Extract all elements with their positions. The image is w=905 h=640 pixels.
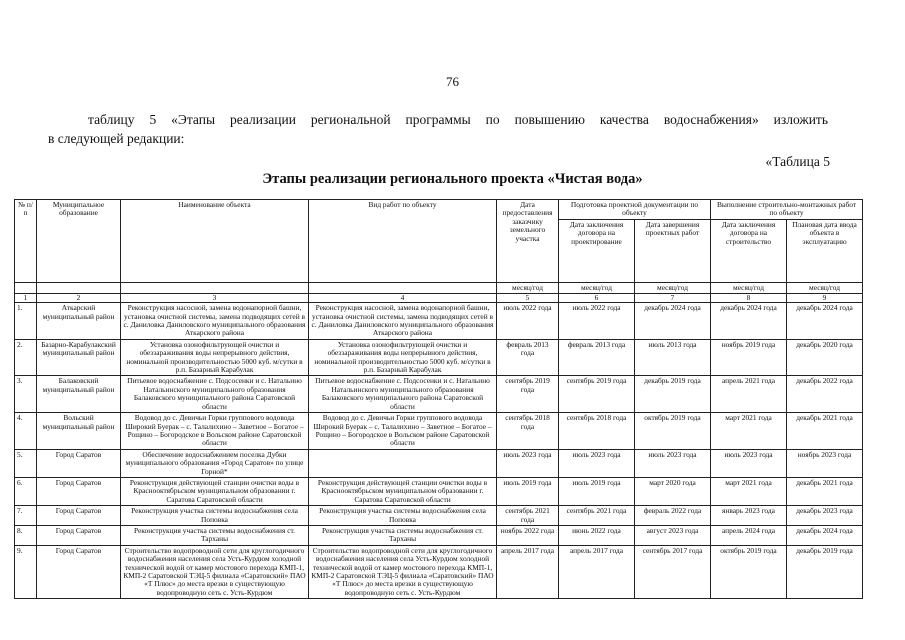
row-number: 1. [15, 303, 37, 340]
municipality-cell: Базарно-Карабулакский муниципальный район [37, 339, 121, 376]
unit-label: месяц/год [559, 282, 635, 293]
row-number: 6. [15, 477, 37, 505]
unit-label: месяц/год [787, 282, 863, 293]
table-row [15, 376, 863, 413]
unit-label: месяц/год [635, 282, 711, 293]
design-done-cell: декабрь 2019 года [635, 376, 711, 413]
design-contract-cell: июнь 2022 года [559, 525, 635, 545]
header-build-done: Плановая дата ввода объекта в эксплуатацию [787, 219, 863, 282]
design-contract-cell: сентябрь 2018 года [559, 413, 635, 450]
design-contract-cell: сентябрь 2019 года [559, 376, 635, 413]
build-done-cell: декабрь 2021 года [787, 413, 863, 450]
municipality-cell: Балаковский муниципальный район [37, 376, 121, 413]
intro-line-2: в следующей редакции: [48, 131, 185, 146]
intro-paragraph [48, 110, 828, 148]
object-cell: Реконструкция участка системы водоснабжения ст. Тарханы [121, 525, 309, 545]
design-done-cell: август 2023 года [635, 525, 711, 545]
land-date-cell: сентябрь 2021 года [497, 506, 559, 526]
row-number: 3. [15, 376, 37, 413]
work-cell: Установка озонофильтрующей очистки и обеззараживания воды непрерывного действия, номинальной производительностью 5000 куб. м/сутки в р.п. Базарный Карабулак [309, 339, 497, 376]
column-number: 8 [711, 294, 787, 303]
build-done-cell: декабрь 2022 года [787, 376, 863, 413]
design-contract-cell: июль 2022 года [559, 303, 635, 340]
land-date-cell: июль 2022 года [497, 303, 559, 340]
build-done-cell: ноябрь 2023 года [787, 449, 863, 477]
table-row [15, 413, 863, 450]
land-date-cell: сентябрь 2018 года [497, 413, 559, 450]
table-row [15, 477, 863, 505]
build-done-cell: декабрь 2024 года [787, 303, 863, 340]
build-done-cell: декабрь 2020 года [787, 339, 863, 376]
header-design-done: Дата завершения проектных работ [635, 219, 711, 282]
work-cell: Реконструкция насосной, замена водонапорной башни, установка очистной системы, замена подводящих сетей в с. Даниловка Даниловского муниципального образования Аткарского района [309, 303, 497, 340]
build-contract-cell: январь 2023 года [711, 506, 787, 526]
land-date-cell: июль 2019 года [497, 477, 559, 505]
header-design-group: Подготовка проектной документации по объекту [559, 200, 711, 220]
municipality-cell: Город Саратов [37, 477, 121, 505]
design-done-cell: июль 2023 года [635, 449, 711, 477]
unit-label: месяц/год [711, 282, 787, 293]
header-land-date: Дата предоставления заказчику земельного участка [497, 200, 559, 283]
object-cell: Установка озонофильтрующей очистки и обеззараживания воды непрерывного действия, номинальной производительностью 5000 куб. м/сутки в р.п. Базарный Карабулак [121, 339, 309, 376]
design-done-cell: сентябрь 2017 года [635, 545, 711, 598]
design-done-cell: декабрь 2024 года [635, 303, 711, 340]
municipality-cell: Аткарский муниципальный район [37, 303, 121, 340]
object-cell: Водовод до с. Девичьи Горки группового водовода Широкий Буерак – с. Талалихино – Заветное – Богатое – Рощино – Богородское в Вольском районе Саратовской области [121, 413, 309, 450]
build-done-cell: декабрь 2019 года [787, 545, 863, 598]
design-done-cell: июль 2013 года [635, 339, 711, 376]
header-object: Наименование объекта [121, 200, 309, 283]
build-done-cell: декабрь 2023 года [787, 506, 863, 526]
column-number: 5 [497, 294, 559, 303]
municipality-cell: Город Саратов [37, 506, 121, 526]
column-number: 1 [15, 294, 37, 303]
build-contract-cell: июль 2023 года [711, 449, 787, 477]
design-contract-cell: февраль 2013 года [559, 339, 635, 376]
build-contract-cell: ноябрь 2019 года [711, 339, 787, 376]
table-row [15, 545, 863, 598]
land-date-cell: ноябрь 2022 года [497, 525, 559, 545]
municipality-cell: Город Саратов [37, 525, 121, 545]
build-contract-cell: апрель 2024 года [711, 525, 787, 545]
header-build-group: Выполнение строительно-монтажных работ по объекту [711, 200, 863, 220]
header-design-contract: Дата заключения договора на проектирование [559, 219, 635, 282]
design-done-cell: март 2020 года [635, 477, 711, 505]
intro-line-1: таблицу 5 «Этапы реализации региональной программы по повышению качества водоснабжения» изложить [88, 112, 828, 127]
design-contract-cell: сентябрь 2021 года [559, 506, 635, 526]
work-cell: Реконструкция участка системы водоснабжения ст. Тарханы [309, 525, 497, 545]
table-caption: «Таблица 5 [765, 154, 830, 169]
municipality-cell: Вольский муниципальный район [37, 413, 121, 450]
build-contract-cell: март 2021 года [711, 413, 787, 450]
column-number: 6 [559, 294, 635, 303]
object-cell: Питьевое водоснабжение с. Подсосенки и с. Натальино Натальинского муниципального образования Балаковского муниципального района Саратовской области [121, 376, 309, 413]
work-cell: Реконструкция действующей станции очистки воды в Краснооктябрьском муниципальном образовании г. Саратова Саратовской области [309, 477, 497, 505]
table-row [15, 339, 863, 376]
header-work: Вид работ по объекту [309, 200, 497, 283]
object-cell: Реконструкция действующей станции очистки воды в Краснооктябрьском муниципальном образовании г. Саратова Саратовской области [121, 477, 309, 505]
row-number: 9. [15, 545, 37, 598]
land-date-cell: апрель 2017 года [497, 545, 559, 598]
header-build-contract: Дата заключения договора на строительство [711, 219, 787, 282]
build-contract-cell: март 2021 года [711, 477, 787, 505]
header-num: № п/п [15, 200, 37, 283]
work-cell: Водовод до с. Девичьи Горки группового водовода Широкий Буерак – с. Талалихино – Заветное – Богатое – Рощино – Богородское в Вольском районе Саратовской области [309, 413, 497, 450]
build-contract-cell: апрель 2021 года [711, 376, 787, 413]
work-cell: Реконструкция участка системы водоснабжения села Поповка [309, 506, 497, 526]
design-contract-cell: июль 2023 года [559, 449, 635, 477]
table-row [15, 303, 863, 340]
build-done-cell: декабрь 2024 года [787, 525, 863, 545]
column-number: 9 [787, 294, 863, 303]
row-number: 4. [15, 413, 37, 450]
work-cell: Строительство водопроводной сети для круглогодичного водоснабжения населения села Усть-Курдюм холодной технической водой от камер мостового перехода КМП-1, КМП-2 Саратовской ТЭЦ-5 филиала «Саратовский» ПАО «Т Плюс» до места врезки в существующую водопроводную сеть с. Усть-Курдюм [309, 545, 497, 598]
build-done-cell: декабрь 2021 года [787, 477, 863, 505]
document-title: Этапы реализации регионального проекта «Чистая вода» [262, 171, 643, 187]
build-contract-cell: декабрь 2024 года [711, 303, 787, 340]
land-date-cell: сентябрь 2019 года [497, 376, 559, 413]
work-cell [309, 449, 497, 477]
page-number: 76 [446, 74, 459, 89]
table-row [15, 506, 863, 526]
design-contract-cell: апрель 2017 года [559, 545, 635, 598]
land-date-cell: июль 2023 года [497, 449, 559, 477]
design-done-cell: февраль 2022 года [635, 506, 711, 526]
land-date-cell: февраль 2013 года [497, 339, 559, 376]
column-number: 2 [37, 294, 121, 303]
unit-label: месяц/год [497, 282, 559, 293]
build-contract-cell: октябрь 2019 года [711, 545, 787, 598]
work-cell: Питьевое водоснабжение с. Подсосенки и с. Натальино Натальинского муниципального образования Балаковского муниципального района Саратовской области [309, 376, 497, 413]
object-cell: Реконструкция участка системы водоснабжения села Поповка [121, 506, 309, 526]
header-municipality: Муниципальное образование [37, 200, 121, 283]
table-row [15, 525, 863, 545]
object-cell: Строительство водопроводной сети для круглогодичного водоснабжения населения села Усть-Курдюм холодной технической водой от камер мостового перехода КМП-1, КМП-2 Саратовской ТЭЦ-5 филиала «Саратовский» ПАО «Т Плюс» до места врезки в существующую водопроводную сеть с. Усть-Курдюм [121, 545, 309, 598]
design-contract-cell: июль 2019 года [559, 477, 635, 505]
column-number: 4 [309, 294, 497, 303]
municipality-cell: Город Саратов [37, 449, 121, 477]
table-row [15, 449, 863, 477]
municipality-cell: Город Саратов [37, 545, 121, 598]
object-cell: Обеспечение водоснабжением поселка Дубки муниципального образования «Город Саратов» по улице Горной* [121, 449, 309, 477]
design-done-cell: октябрь 2019 года [635, 413, 711, 450]
row-number: 7. [15, 506, 37, 526]
row-number: 2. [15, 339, 37, 376]
row-number: 8. [15, 525, 37, 545]
object-cell: Реконструкция насосной, замена водонапорной башни, установка очистной системы, замена подводящих сетей в с. Даниловка Даниловского муниципального образования Аткарского района [121, 303, 309, 340]
stages-table [14, 199, 863, 599]
column-number: 3 [121, 294, 309, 303]
row-number: 5. [15, 449, 37, 477]
column-number: 7 [635, 294, 711, 303]
